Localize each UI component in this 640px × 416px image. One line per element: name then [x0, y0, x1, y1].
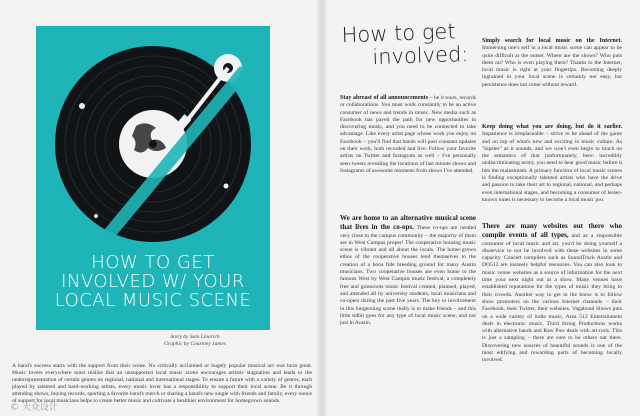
tip-keep-doing	[482, 124, 622, 208]
story-credit: Story by Sam Linarich	[170, 334, 220, 340]
tip-search	[482, 38, 622, 93]
tip-lead: Keep doing what you are doing, but do it earlier.	[482, 124, 622, 130]
tip-body: These co-ops are nestled very close to the campus community – the majority of them are in West Campus proper! The cooperative housing music scene is vibrant and all about the locals. The home-grown ethos of the cooperative houses lend themselves to the creation of a bona fide breeding ground for many Austin musicians. Two cooperative houses are even home to the famous West by West Campus music festival, a completely free and grassroots music festival created, planned, played, and attended all by university students, local musicians and co-opers during the past five years. The key to involvement in this burgeoning scene really is to make friends – and this little tidbit goes for any type of local music scene, and not just in Austin.	[340, 225, 476, 327]
heading-line: How to get	[341, 19, 456, 48]
tip-announcements	[340, 95, 476, 179]
poster-title-line: LOCAL MUSIC SCENE	[54, 290, 252, 311]
poster-title-line: INVOLVED W/ YOUR	[61, 271, 245, 292]
tip-websites	[482, 222, 622, 369]
tip-body: Impatience is irreplaceable – strive to be ahead of the game and on top of what's new and exciting in music culture. As "hipster" as it sounds, and we won't even begin to touch on the semantics of that (unfortunately, here: incredibly undiscriminating term), you need to hear good music before it hits the mainstream. A primary function of local music scenes is finding exceptionally talented artists who have the drive and passion to take their art to regional, national, and perhaps even international stages, and becoming a consumer of lesser-known tunes is necessary to become a local music pro.	[482, 131, 622, 203]
poster-title-line: HOW TO GET	[91, 252, 215, 273]
intro-paragraph: A band's success starts with the support from their scene. No critically acclaimed or hugely popular musical act was born great. Music lovers everywhere must realize that an unsupported local music scene encourages artistic stagnation and leads to the underrepresentation of certain genres on regional, national and international stages. To ensure a future with a variety of genres, each played by talented and hard-working artists, every music lover has a responsibility to support their local scene. Be it through attending shows, buying records, sporting a favorite band's merch or sharing a band's new single with friends and family, every ounce of support for local musicians helps to create better music and cultivate a healthier environment for homegrown sounds.	[12, 363, 312, 404]
tip-body: Immersing one's self in a local music scene can appear to be quite difficult at the outset. Where are the shows? Who puts them on? Who is even playing them? Thanks to the Internet, local music is right at your fingertips. Becoming deeply ingrained in your local scene is certainly not easy, but persistence does not come without reward.	[482, 45, 622, 88]
poster-title	[36, 253, 270, 310]
graphic-credit: Graphic by Courtney James	[164, 341, 226, 347]
tip-body: – be it tours, records or collaborations. You must work constantly to be an active consumer of news and trends in music. New media such as Facebook has paved the path for new opportunities in discovering music, and you need to be connected to take advantage. Like every artist page whose work you enjoy on Facebook – you'll find that bands will post constant updates on their work, both recorded and live. Follow your favorite artists on Twitter and Instagram as well – I've personally seen tweets revealing the locations of last minute shows and Instagrams of awesome moments from shows I've attended.	[340, 95, 477, 174]
tip-lead: Simply search for local music on the Internet.	[482, 38, 622, 44]
poster-illustration	[36, 26, 270, 330]
tip-coops	[340, 214, 476, 331]
byline	[140, 334, 250, 348]
tip-lead: We are home to an alternative musical scene that lives in the co-ops.	[340, 214, 476, 232]
page-gutter	[316, 0, 328, 416]
heading-line: involved:	[371, 41, 469, 70]
tip-body: and as a responsible consumer of local music and art, you'd be doing yourself a disservice to not be involved with these websites in some capacity. Concert compilers such as SoundTrack Austin and DO512 are insanely helpful resources. You can also look to music venue websites as a source of information for the next time your next night out at a show. Many venues have established reputations for the types of music they bring to their crowds. Another way to get in the know is to follow show promoters on the various Internet channels – their Facebook, their Twitter, their websites. Vagabond Shows puts on a wide variety of indie music, Area 512 Entertainment deals in electronic music, Third String Productions works with alternative bands and Raw Paw deals with art-rock. This is just a sampling – there are sure to be others out there. Discovering new sources of beautiful sounds is one of the most edifying and rewarding parts of becoming locally involved.	[482, 233, 622, 364]
watermark: © 大众设计	[10, 403, 58, 413]
tip-lead: There are many websites out there who compile events of all types,	[482, 222, 622, 240]
tip-lead: Stay abreast of all announcements	[340, 95, 429, 101]
handwritten-heading	[341, 20, 473, 71]
